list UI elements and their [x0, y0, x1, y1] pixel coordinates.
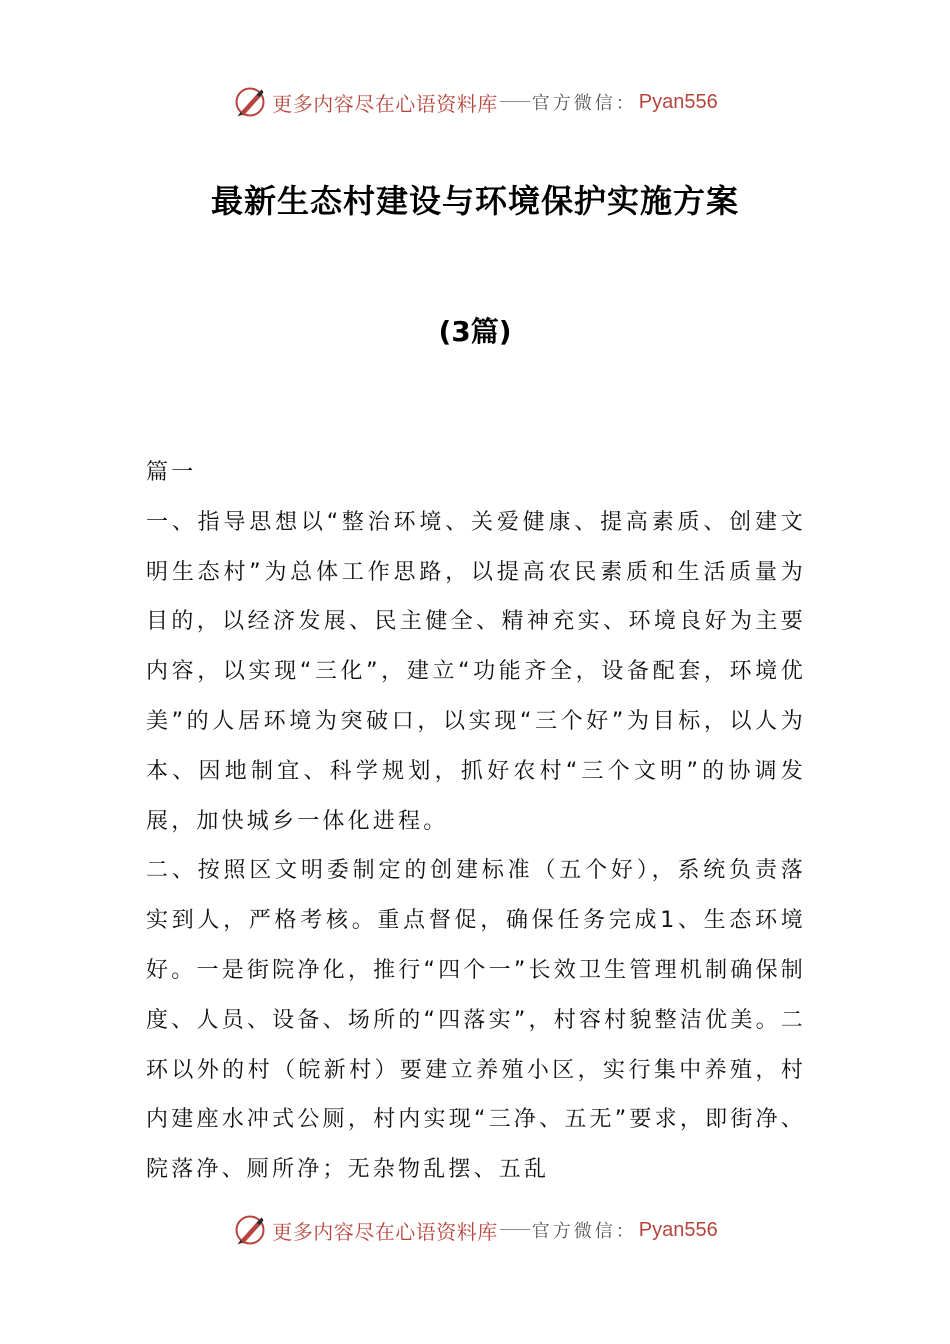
- banner-wechat-id: Pyan556: [638, 90, 718, 113]
- footer-watermark-banner: [0, 1210, 950, 1250]
- document-body: [146, 448, 806, 1195]
- banner-side-text: 官方微信：: [531, 1221, 637, 1242]
- banner-divider: [500, 1229, 530, 1230]
- paragraph-1: 一、指导思想以“整治环境、关爱健康、提高素质、创建文明生态村”为总体工作思路，以提高农民素质和生活质量为目的，以经济发展、民主健全、精神充实、环境良好为主要内容，以实现“三化”，建立“功能齐全，设备配套，环境优美”的人居环境为突破口，以实现“三个好”为目标，以人为本、因地制宜、科学规划，抓好农村“三个文明”的协调发展，加快城乡一体化进程。: [146, 509, 806, 834]
- banner-main-text: 更多内容尽在心语资料库: [272, 91, 498, 116]
- document-subtitle: (3篇): [438, 315, 512, 348]
- pen-logo-icon: [232, 84, 268, 120]
- banner-wechat-id: Pyan556: [638, 1218, 718, 1241]
- section-label: 篇一: [146, 460, 197, 485]
- banner-main-text: 更多内容尽在心语资料库: [272, 1219, 498, 1244]
- banner-side-text: 官方微信：: [531, 93, 637, 114]
- paragraph-2: 二、按照区文明委制定的创建标准（五个好），系统负责落实到人，严格考核。重点督促，确保任务完成1、生态环境好。一是街院净化，推行“四个一”长效卫生管理机制确保制度、人员、设备、场所的“四落实”，村容村貌整洁优美。二环以外的村（皖新村）要建立养殖小区，实行集中养殖，村内建座水冲式公厕，村内实现“三净、五无”要求，即街净、院落净、厕所净；无杂物乱摆、五乱: [146, 858, 806, 1183]
- pen-logo-icon: [232, 1212, 268, 1248]
- header-watermark-banner: [0, 82, 950, 122]
- document-title: 最新生态村建设与环境保护实施方案: [210, 182, 739, 220]
- banner-divider: [500, 101, 530, 102]
